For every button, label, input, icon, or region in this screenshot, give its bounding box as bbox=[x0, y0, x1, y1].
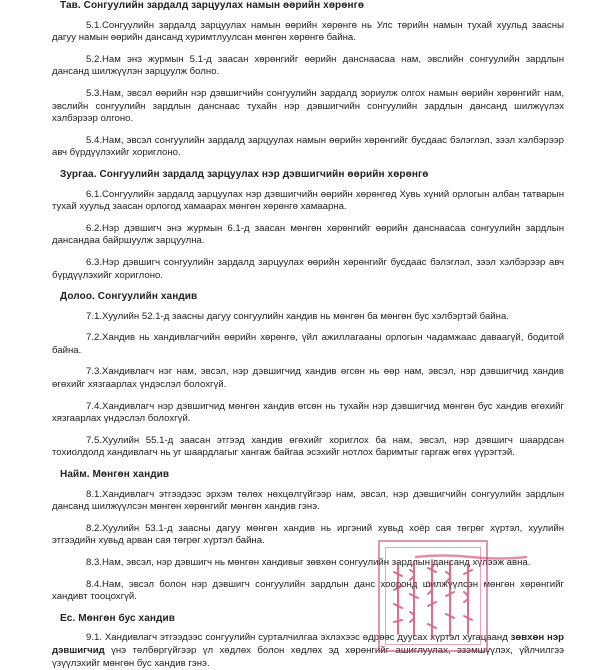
paragraph: 6.3.Нэр дэвшигч сонгуулийн зардалд зарцуулах өөрийн хөрөнгийг бусдаас бэлэглэл, зээл хэлбэрээр авч бүрдүүлэхийг хориглоно. bbox=[52, 256, 564, 281]
paragraph: 7.1.Хуулийн 52.1-д заасны дагуу сонгуулийн хандив нь мөнгөн ба мөнгөн бус хэлбэртэй байна. bbox=[86, 310, 509, 322]
section-heading: Зургаа. Сонгуулийн зардалд зарцуулах нэр дэвшигчийн өөрийн хөрөнгө bbox=[60, 168, 429, 180]
paragraph: 8.3.Нам, эвсэл, нэр дэвшигч нь мөнгөн хандивыг зөвхөн сонгуулийн зардлын дансанд хүлээж авна. bbox=[86, 557, 531, 568]
section-heading: Долоо. Сонгуулийн хандив bbox=[60, 291, 198, 303]
paragraph: 7.2.Хандив нь хандивлагчийн өөрийн хөрөнгө, үйл ажиллагааны орлогын чадамжаас даваагүй, бодитой байна. bbox=[52, 332, 564, 356]
paragraph: 8.2.Хуулийн 53.1-д заасны дагуу мөнгөн хандив нь иргэний хувьд хоёр сая төгрөг хүртэл, хуулийн этгээдийн хувьд арван сая төгрөг хүртэл байна. bbox=[52, 522, 564, 547]
paragraph-bold-text: зөвхөн нэр дэвшигчид bbox=[52, 632, 564, 656]
paragraph: 5.4.Нам, эвсэл сонгуулийн зардалд зарцуулах намын өөрийн хөрөнгийг бусдаас бэлэглэл, зээл хэлбэрээр авч бүрдүүлэхийг хориглоно. bbox=[52, 134, 564, 159]
paragraph: 8.1.Хандивлагч этгээдээс эрхэм төлөх нөхцөлгүйгээр нам, эвсэл, нэр дэвшигчийн сонгуулийн зардлын дансанд шилжүүлсэн мөнгөн хөрөнгийг мөнгөн хандив гэнэ. bbox=[52, 488, 564, 513]
paragraph: 7.4.Хандивлагч нэр дэвшигчид мөнгөн хандив өгсөн нь тухайн нэр дэвшигчид мөнгөн бус хандив өгөхийг хязгаарлах үндэслэл болохгүй. bbox=[52, 400, 564, 425]
section-heading: Тав. Сонгуулийн зардалд зарцуулах намын өөрийн хөрөнгө bbox=[60, 0, 365, 11]
paragraph: 5.3.Нам, эвсэл өөрийн нэр дэвшигчийн сонгуулийн зардалд зориулж олгох намын өөрийн хөрөнгийг нам, эвслийн сонгуулийн зардлын данснаас тухайн нэр дэвшигчийн сонгуулийн зардлын дансанд шилжүүлэх хэлбэрээр олгоно. bbox=[52, 87, 564, 125]
paragraph-text: үнэ төлбөргүйгээр үл хөдлөх болон хөдлөх эд хөрөнгийг ашиглуулах, эзэмшүүлэх, үйлчилгээ үзүүлэхийг мөнгөн бус хандив гэнэ. bbox=[52, 644, 564, 669]
paragraph-9-1 bbox=[52, 632, 564, 670]
paragraph: 8.4.Нам, эвсэл болон нэр дэвшигч сонгуулийн зардлын данс хооронд шилжүүлсэн мөнгөн хөрөнгийг хандивт тооцохгүй. bbox=[52, 578, 564, 603]
paragraph: 6.1.Сонгуулийн зардалд зарцуулах нэр дэвшигчийн өөрийн хөрөнгөд Хувь хүний орлогын албан татварын тухай хуульд заасан орлогод хамаарах мөнгөн хөрөнгө хамаарна. bbox=[52, 188, 564, 213]
paragraph: 7.3.Хандивлагч нэг нам, эвсэл, нэр дэвшигчид хандив өгсөн нь өөр нам, эвсэл, нэр дэвшигчид хандив өгөхийг хязгаарлах үндэслэл болохгүй. bbox=[52, 366, 564, 391]
section-heading: Ес. Мөнгөн бус хандив bbox=[60, 612, 175, 624]
paragraph: 5.2.Нам энэ журмын 5.1-д заасан хөрөнгийг өөрийн данснаасаа нам, эвслийн сонгуулийн зардлын дансанд шилжүүлэн зарцуулж болно. bbox=[52, 53, 564, 78]
paragraph-text: 9.1. Хандивлагч этгээдээс сонгуулийн сурталчилгаа эхлэхээс өдрөөс дуусах хүртэл хугацаанд bbox=[86, 632, 511, 644]
paragraph: 6.2.Нэр дэвшигч энэ журмын 6.1-д заасан мөнгөн хөрөнгийг өөрийн данснаасаа сонгуулийн зардлын дансандаа байршуулж зарцуулна. bbox=[52, 222, 564, 247]
paragraph: 7.5.Хуулийн 55.1-д заасан этгээд хандив өгөхийг хориглох ба нам, эвсэл, нэр дэвшигч шаардсан тохиолдолд хандивлагч нь уг шаардлагыг хангаж байгаа эсэхийг нотлох баримтыг гаргаж өгөх үүрэгтэй. bbox=[52, 434, 564, 459]
paragraph: 5.1.Сонгуулийн зардалд зарцуулах намын өөрийн хөрөнгө нь Улс төрийн намын тухай хуульд заасны дагуу намын өөрийн дансанд хуримтлуулсан мөнгөн хөрөнгө байна. bbox=[52, 19, 564, 44]
section-heading: Найм. Мөнгөн хандив bbox=[60, 469, 170, 481]
